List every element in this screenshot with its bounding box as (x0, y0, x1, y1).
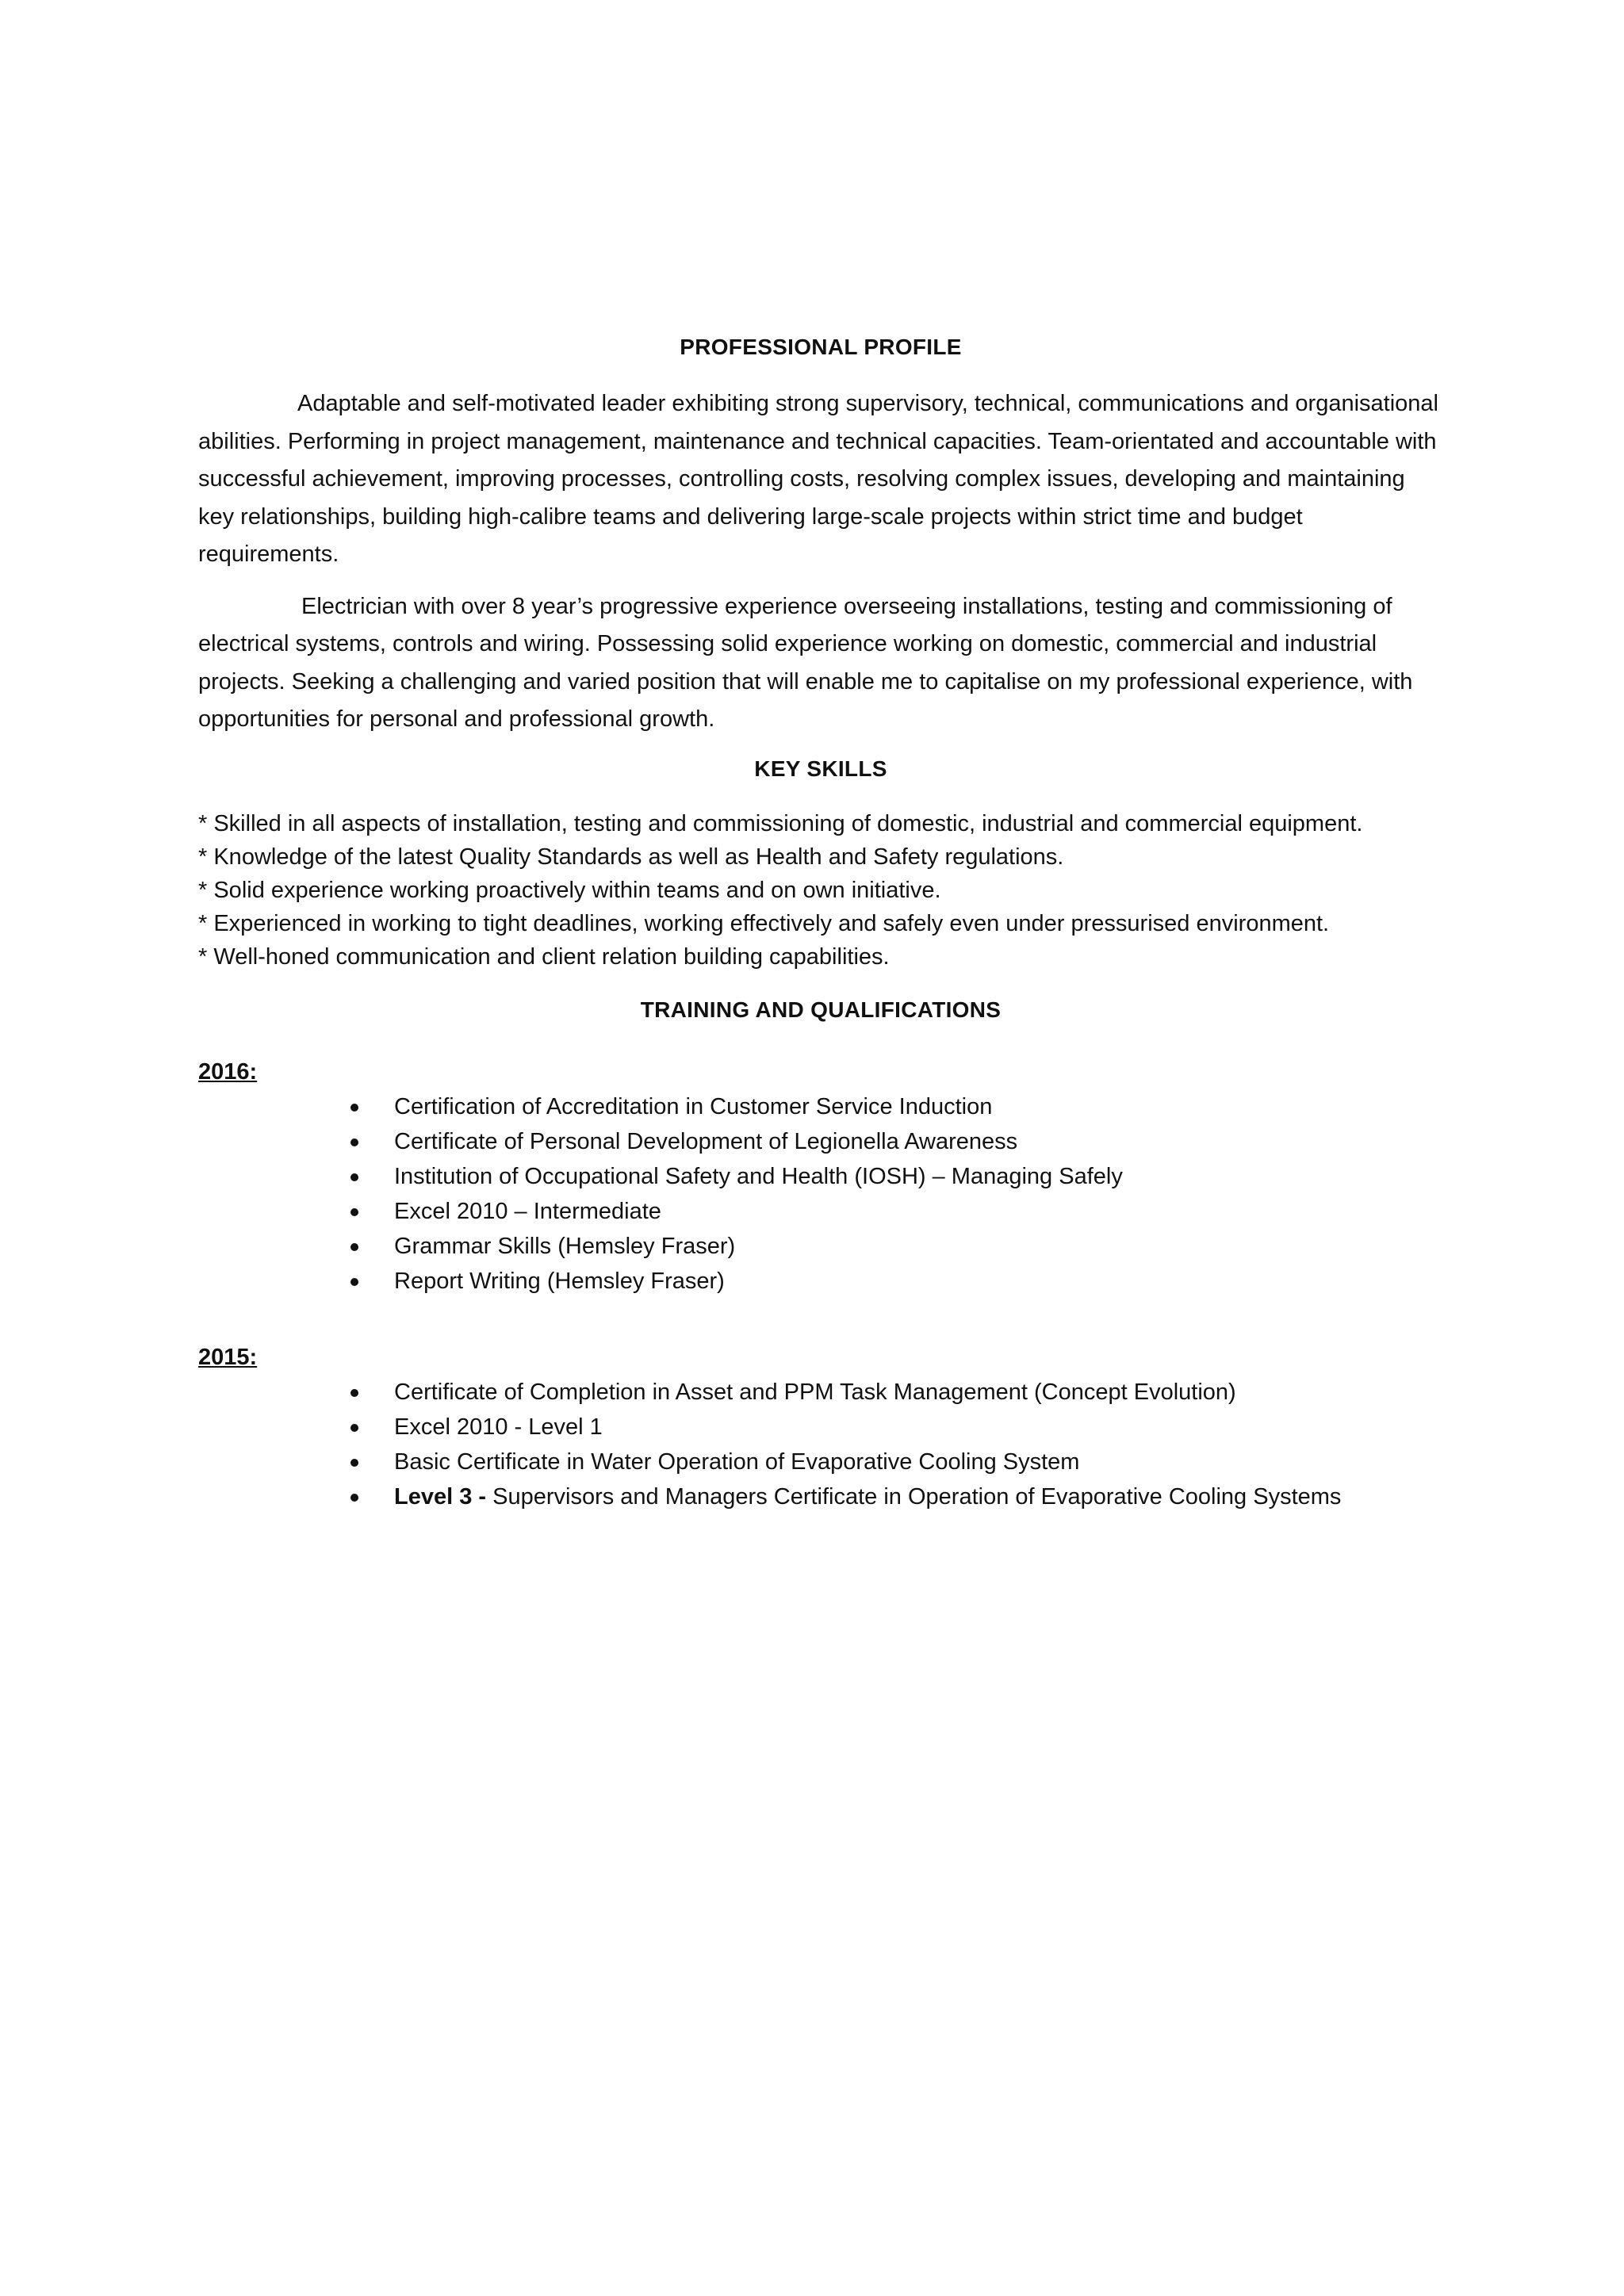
qualification-text: Certificate of Completion in Asset and PPM Task Management (Concept Evolution) (394, 1379, 1236, 1405)
bullet-icon (350, 1494, 358, 1502)
qualification-text: Certification of Accreditation in Customer Service Induction (394, 1093, 993, 1119)
qualification-item (394, 1479, 1443, 1514)
bullet-icon (350, 1138, 358, 1146)
bullet-icon (350, 1424, 358, 1432)
key-skill-item: * Skilled in all aspects of installation, testing and commissioning of domestic, industrial and commercial equipment. (198, 810, 1363, 836)
key-skill-item: * Well-honed communication and client relation building capabilities. (198, 943, 890, 970)
qualification-item (394, 1229, 1443, 1264)
qualifications-list-2016 (198, 1089, 1443, 1299)
training-qualifications-heading: TRAINING AND QUALIFICATIONS (640, 997, 1002, 1022)
bullet-icon (350, 1459, 358, 1467)
profile-paragraph-2 (198, 588, 1443, 739)
bullet-icon (350, 1243, 358, 1251)
bullet-icon (350, 1104, 358, 1112)
qualifications-list-2015 (198, 1375, 1443, 1514)
qualification-item (394, 1124, 1443, 1159)
profile-paragraph-2-text: Electrician with over 8 year’s progressive experience overseeing installations, testing and commissioning of electrical systems, controls and wiring. Possessing solid experience working on domestic, commercial and industrial projects. Seeking a challenging and varied position that will enable me to capitalise on my professional experience, with opportunities for personal and professional growth. (198, 593, 1413, 732)
qualification-level-prefix: Level 3 - (394, 1483, 487, 1510)
qualification-item (394, 1264, 1443, 1299)
qualification-item (394, 1410, 1443, 1445)
qualification-text: Institution of Occupational Safety and Health (IOSH) – Managing Safely (394, 1163, 1123, 1189)
key-skills-list (198, 807, 1443, 974)
profile-paragraph-1 (198, 385, 1443, 574)
document-content (198, 331, 1443, 1514)
year-heading-2016: 2016: (198, 1058, 258, 1085)
qualification-text: Supervisors and Managers Certificate in Operation of Evaporative Cooling Systems (486, 1483, 1342, 1510)
qualification-text: Certificate of Personal Development of Legionella Awareness (394, 1128, 1018, 1154)
qualification-item (394, 1159, 1443, 1194)
qualification-text: Basic Certificate in Water Operation of Evaporative Cooling System (394, 1448, 1080, 1475)
qualification-text: Excel 2010 - Level 1 (394, 1414, 603, 1440)
qualification-item (394, 1375, 1443, 1410)
key-skill-item: * Knowledge of the latest Quality Standards as well as Health and Safety regulations. (198, 844, 1064, 870)
year-heading-2015: 2015: (198, 1344, 258, 1370)
profile-paragraph-1-text: Adaptable and self-motivated leader exhibiting strong supervisory, technical, communications and organisational abilities. Performing in project management, maintenance and technical capacities. Team-orientated and accountable with successful achievement, improving processes, controlling costs, resolving complex issues, developing and maintaining key relationships, building high-calibre teams and delivering large-scale projects within strict time and budget requirements. (198, 391, 1438, 567)
qualification-text: Excel 2010 – Intermediate (394, 1198, 661, 1224)
bullet-icon (350, 1173, 358, 1181)
bullet-icon (350, 1208, 358, 1216)
professional-profile-heading: PROFESSIONAL PROFILE (680, 335, 962, 359)
bullet-icon (350, 1278, 358, 1286)
qualification-item (394, 1089, 1443, 1124)
key-skill-item: * Solid experience working proactively within teams and on own initiative. (198, 877, 941, 903)
qualification-text: Grammar Skills (Hemsley Fraser) (394, 1233, 736, 1259)
qualification-item (394, 1445, 1443, 1479)
qualification-item (394, 1194, 1443, 1229)
key-skills-heading: KEY SKILLS (754, 756, 887, 781)
key-skill-item: * Experienced in working to tight deadlines, working effectively and safely even under pressurised environment. (198, 910, 1330, 936)
bullet-icon (350, 1389, 358, 1397)
qualification-text: Report Writing (Hemsley Fraser) (394, 1268, 725, 1294)
